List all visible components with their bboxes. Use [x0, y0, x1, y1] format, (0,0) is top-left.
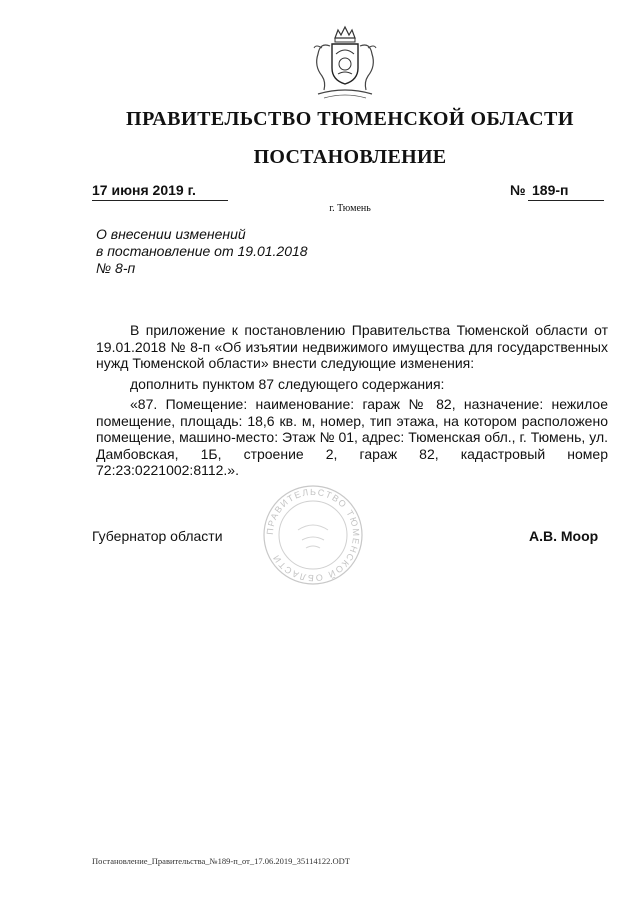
city-label: г. Тюмень [329, 203, 371, 214]
document-footer-filename: Постановление_Правительства_№189-п_от_17.06.2019_35114122.ODT [92, 856, 350, 866]
subject-line-3: № 8-п [96, 260, 136, 276]
document-date: 17 июня 2019 г. [92, 182, 228, 201]
signatory-name: А.В. Моор [529, 528, 599, 544]
document-number-value: 189-п [532, 182, 569, 198]
seal-text: ПРАВИТЕЛЬСТВО ТЮМЕНСКОЙ ОБЛАСТИ [264, 486, 362, 584]
body-paragraph-3: «87. Помещение: наименование: гараж № 82, назначение: нежилое помещение, площадь: 18,6 кв. м, номер, тип этажа, на котором расположено помещение, машино-место: Этаж № 01, адрес: Тюменская обл., г. Тюмень, ул. Дамбовская, 1Б, строение 2, гараж 82, кадастровый номер 72:23:0221002:8112.». [96, 396, 608, 478]
signatory-position: Губернатор области [92, 528, 223, 544]
document-kind-title: ПОСТАНОВЛЕНИЕ [253, 146, 447, 168]
document-subject [96, 226, 356, 277]
document-body [96, 322, 608, 479]
body-paragraph-1: В приложение к постановлению Правительства Тюменской области от 19.01.2018 № 8-п «Об изъятии недвижимого имущества для государственных нужд Тюменской области» внести следующие изменения: [96, 322, 608, 371]
subject-line-1: О внесении изменений [96, 226, 246, 242]
subject-line-2: в постановление от 19.01.2018 [96, 243, 308, 259]
number-sign: № [510, 182, 526, 198]
tyumen-coat-of-arms-icon [300, 24, 390, 104]
government-title: ПРАВИТЕЛЬСТВО ТЮМЕНСКОЙ ОБЛАСТИ [126, 108, 574, 130]
body-paragraph-2: дополнить пунктом 87 следующего содержания: [130, 375, 445, 392]
official-seal-icon [262, 484, 364, 586]
document-number [528, 182, 604, 201]
